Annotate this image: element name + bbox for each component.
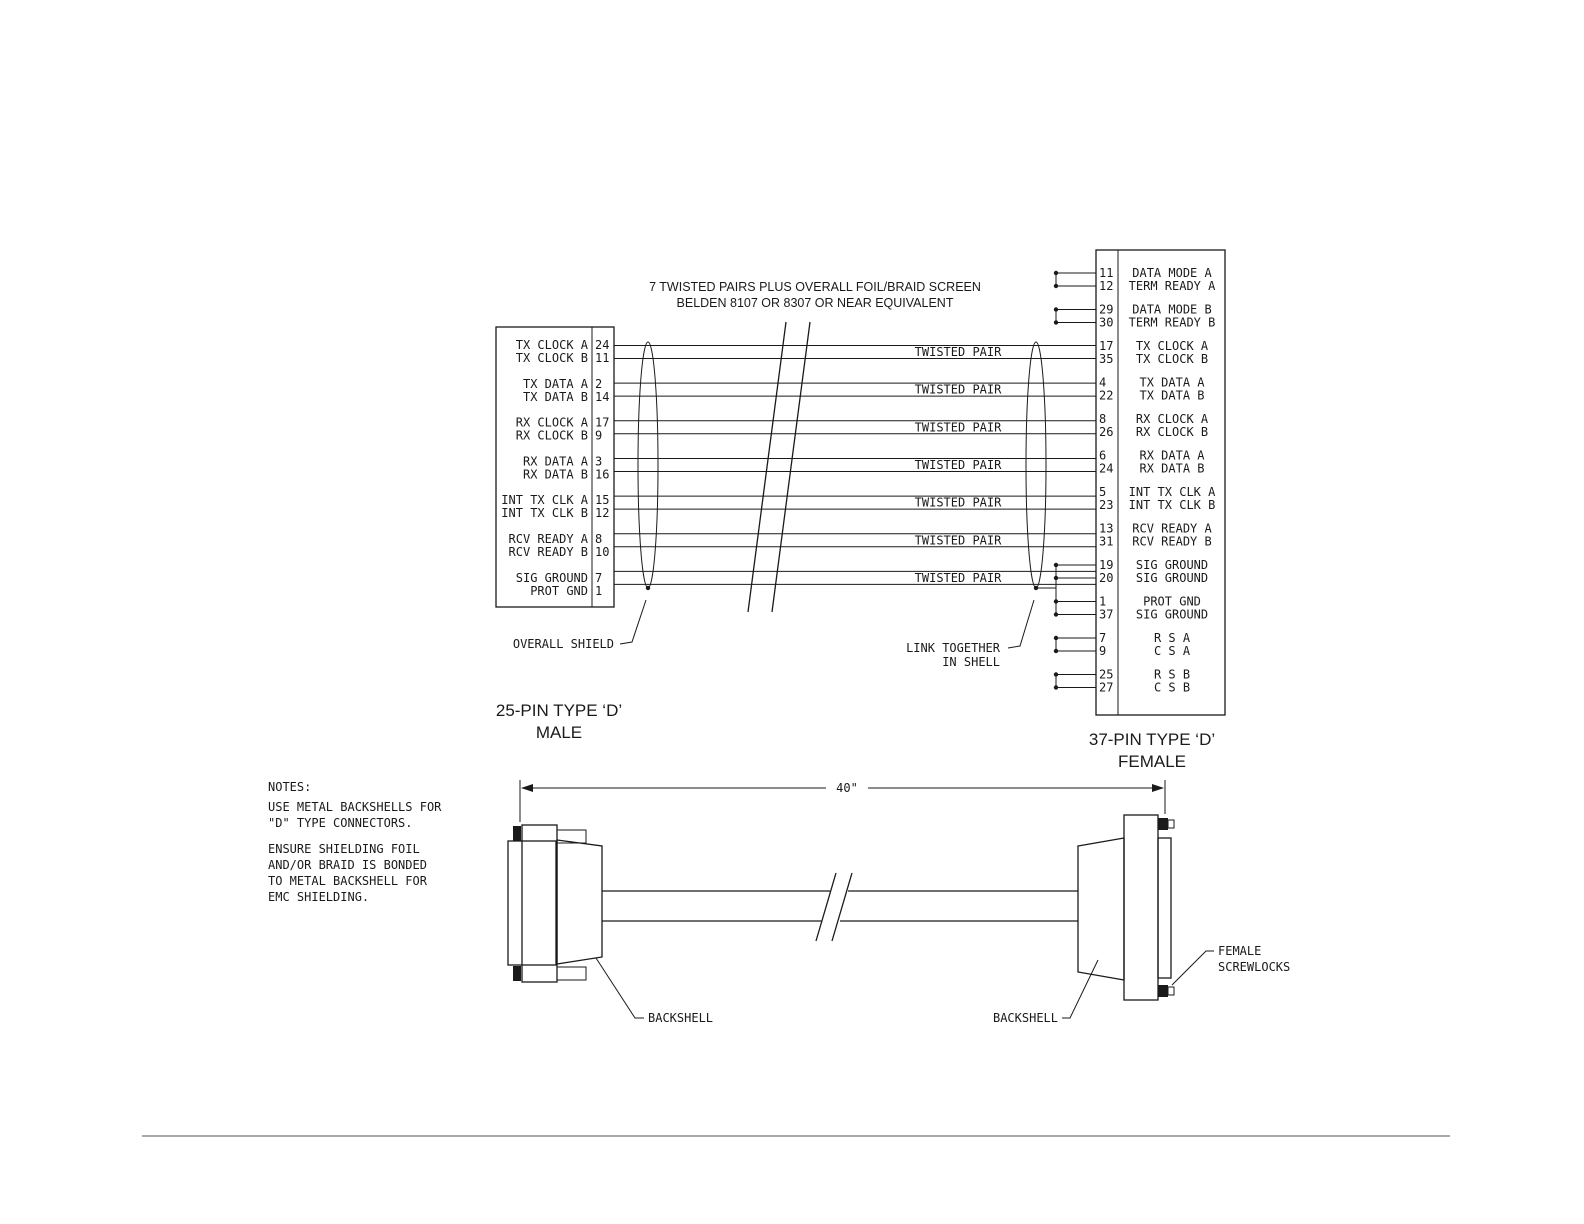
twisted-pair-label: TWISTED PAIR: [914, 457, 1002, 472]
cable-spec-line-1: 7 TWISTED PAIRS PLUS OVERALL FOIL/BRAID SCREEN: [649, 280, 981, 294]
right-pin-number: 1: [1099, 594, 1107, 609]
right-pin-name: TERM READY A: [1128, 279, 1216, 293]
right-pin-number: 19: [1099, 558, 1114, 572]
right-pin-number: 9: [1099, 644, 1107, 658]
right-connector-shell: [1158, 838, 1171, 978]
link-together-leader: [1008, 600, 1034, 648]
link-node: [1054, 672, 1058, 676]
left-connector-pin-list: [501, 338, 609, 598]
right-pin-name: PROT GND: [1143, 594, 1201, 609]
left-backshell-label: BACKSHELL: [648, 1011, 714, 1025]
note-line: ENSURE SHIELDING FOIL: [268, 842, 420, 856]
right-pin-name: R S A: [1153, 631, 1191, 645]
left-pin-number: 3: [595, 454, 603, 469]
right-screwlock-bottom: [1158, 985, 1168, 997]
link-together-label-1: LINK TOGETHER: [906, 641, 1000, 655]
cable-break-mark-right: [772, 322, 810, 612]
right-connector-title-1: 37-PIN TYPE ‘D’: [1088, 730, 1216, 749]
screwlocks-leader: [1172, 951, 1214, 985]
left-jackscrew-bottom: [513, 966, 521, 981]
right-backshell-leader: [1062, 960, 1098, 1018]
left-pin-number: 7: [595, 570, 603, 585]
right-pin-number: 35: [1099, 352, 1114, 366]
right-pin-number: 25: [1099, 667, 1114, 682]
shield-ellipse-right: [1026, 342, 1046, 588]
wire-bundle: [614, 345, 1096, 585]
right-pin-number: 17: [1099, 339, 1114, 353]
notes-heading: NOTES:: [268, 780, 312, 794]
right-pin-name: RX CLOCK B: [1135, 425, 1209, 439]
right-pin-name: INT TX CLK A: [1128, 485, 1216, 499]
left-pin-number: 16: [595, 467, 610, 482]
left-pin-name: RX CLOCK B: [515, 428, 588, 443]
right-pin-number: 20: [1099, 571, 1114, 585]
cable-length-dimension: [520, 780, 1165, 822]
right-pin-number: 13: [1099, 521, 1114, 536]
shield-drain-dot-left: [646, 586, 650, 590]
right-pin-number: 7: [1099, 631, 1107, 645]
right-pin-name: TX CLOCK B: [1135, 352, 1209, 366]
right-pin-number: 23: [1099, 498, 1114, 512]
note-line: USE METAL BACKSHELLS FOR: [268, 800, 442, 814]
left-pin-number: 8: [595, 532, 603, 546]
right-connector-pin-list: [1099, 266, 1216, 695]
left-pin-name: RX DATA B: [522, 467, 588, 482]
twisted-pair-label: TWISTED PAIR: [914, 420, 1002, 435]
right-screwlock-tip-top: [1168, 820, 1174, 828]
right-screwlock-top: [1158, 818, 1168, 830]
cable-length-label: 40": [836, 781, 858, 795]
left-pin-name: TX DATA B: [522, 389, 588, 404]
right-pin-number: 5: [1099, 485, 1107, 499]
note-line: AND/OR BRAID IS BONDED: [268, 858, 427, 872]
right-pin-name: DATA MODE A: [1132, 266, 1212, 280]
right-pin-name: TX DATA B: [1139, 388, 1205, 403]
right-pin-name: TX DATA A: [1139, 375, 1205, 390]
left-pin-name: PROT GND: [530, 583, 588, 598]
right-pin-name: RCV READY B: [1132, 534, 1212, 549]
right-pin-name: RX DATA B: [1139, 461, 1205, 476]
cable-break-line-1: [816, 873, 836, 941]
link-node: [1054, 271, 1058, 275]
link-node: [1054, 636, 1058, 640]
right-pin-name: RCV READY A: [1132, 521, 1212, 536]
left-pin-name: RX DATA A: [522, 454, 588, 469]
note-line: "D" TYPE CONNECTORS.: [268, 816, 413, 830]
right-pin-number: 37: [1099, 607, 1114, 622]
link-node: [1054, 649, 1058, 653]
link-node: [1054, 612, 1058, 616]
left-pin-number: 11: [595, 351, 610, 365]
right-pin-number: 4: [1099, 375, 1107, 390]
dimension-arrow-right: [1152, 784, 1164, 792]
notes-block: [268, 780, 442, 904]
link-node: [1054, 563, 1058, 567]
overall-shield-label: OVERALL SHIELD: [512, 637, 614, 651]
right-pin-name: SIG GROUND: [1135, 571, 1209, 585]
right-pin-name: DATA MODE B: [1132, 302, 1212, 317]
right-pin-name: TERM READY B: [1128, 315, 1216, 330]
left-connector-title-2: MALE: [535, 723, 583, 742]
left-pin-name: TX DATA A: [522, 376, 588, 391]
right-screwlock-tip-bottom: [1168, 987, 1174, 995]
link-node: [1054, 685, 1058, 689]
right-pin-name: TX CLOCK A: [1135, 339, 1209, 353]
link-node: [1054, 307, 1058, 311]
right-pin-number: 27: [1099, 680, 1114, 695]
right-pin-name: C S A: [1153, 644, 1191, 658]
right-pin-number: 26: [1099, 425, 1114, 439]
right-pin-number: 30: [1099, 315, 1114, 330]
note-line: EMC SHIELDING.: [268, 890, 370, 904]
right-pin-name: SIG GROUND: [1135, 607, 1209, 622]
overall-shield-ellipse-left: [638, 342, 658, 588]
twisted-pair-label: TWISTED PAIR: [914, 533, 1002, 548]
cable-break-line-2: [832, 873, 852, 941]
left-pin-name: INT TX CLK B: [501, 506, 588, 521]
note-line: TO METAL BACKSHELL FOR: [268, 874, 427, 888]
link-node: [1054, 320, 1058, 324]
left-pin-name: INT TX CLK A: [501, 493, 588, 508]
left-pin-name: TX CLOCK B: [515, 351, 588, 365]
right-pin-name: C S B: [1153, 680, 1191, 695]
dimension-arrow-left: [521, 784, 533, 792]
left-screwlock-bottom: [557, 967, 586, 980]
screwlocks-label-1: FEMALE: [1218, 944, 1262, 958]
left-pin-number: 2: [595, 376, 603, 391]
right-backshell: [1078, 838, 1124, 980]
male-d-connector-drawing: [508, 825, 602, 982]
cable-spec-line-2: BELDEN 8107 OR 8307 OR NEAR EQUIVALENT: [676, 296, 954, 310]
twisted-pair-label: TWISTED PAIR: [914, 570, 1002, 585]
left-pin-name: TX CLOCK A: [515, 338, 588, 352]
right-pin-name: SIG GROUND: [1135, 558, 1209, 572]
left-pin-number: 17: [595, 415, 610, 430]
right-pin-name: RX DATA A: [1139, 448, 1205, 463]
right-pin-name: INT TX CLK B: [1128, 498, 1216, 512]
cable-break-mark-left: [748, 322, 786, 612]
right-pin-number: 8: [1099, 412, 1107, 426]
right-pin-number: 29: [1099, 302, 1114, 317]
left-pin-name: RCV READY B: [508, 545, 588, 559]
left-pin-name: SIG GROUND: [515, 570, 588, 585]
right-pin-number: 6: [1099, 448, 1107, 463]
left-pin-number: 1: [595, 583, 603, 598]
link-together-label-2: IN SHELL: [942, 655, 1000, 669]
left-pin-name: RCV READY A: [508, 532, 588, 546]
right-pin-number: 12: [1099, 279, 1114, 293]
left-pin-number: 12: [595, 506, 610, 521]
right-pin-name: RX CLOCK A: [1135, 412, 1209, 426]
right-pin-number: 11: [1099, 266, 1114, 280]
left-pin-number: 14: [595, 389, 610, 404]
right-connector-flange: [1124, 815, 1158, 1000]
left-backshell-leader: [596, 958, 644, 1018]
screwlocks-label-2: SCREWLOCKS: [1218, 960, 1291, 974]
left-pin-number: 24: [595, 338, 610, 352]
left-pin-number: 10: [595, 545, 610, 559]
right-pin-number: 31: [1099, 534, 1114, 549]
overall-shield-leader: [620, 600, 646, 644]
loopback-links: [1036, 271, 1096, 690]
right-connector-title-2: FEMALE: [1117, 752, 1187, 771]
link-node: [1054, 284, 1058, 288]
left-connector-shell: [508, 841, 556, 965]
left-connector-flange: [522, 825, 557, 982]
twisted-pair-label: TWISTED PAIR: [914, 382, 1002, 397]
left-jackscrew-top: [513, 826, 521, 841]
right-pin-number: 22: [1099, 388, 1114, 403]
left-pin-number: 9: [595, 428, 603, 443]
right-pin-number: 24: [1099, 461, 1114, 476]
twisted-pair-label: TWISTED PAIR: [914, 495, 1002, 510]
right-backshell-label: BACKSHELL: [992, 1011, 1058, 1025]
left-backshell: [557, 840, 602, 964]
left-connector-title-1: 25-PIN TYPE ‘D’: [495, 701, 623, 720]
right-pin-name: R S B: [1153, 667, 1191, 682]
left-pin-number: 15: [595, 493, 610, 508]
twisted-pair-label: TWISTED PAIR: [914, 345, 1002, 359]
left-pin-name: RX CLOCK A: [515, 415, 588, 430]
